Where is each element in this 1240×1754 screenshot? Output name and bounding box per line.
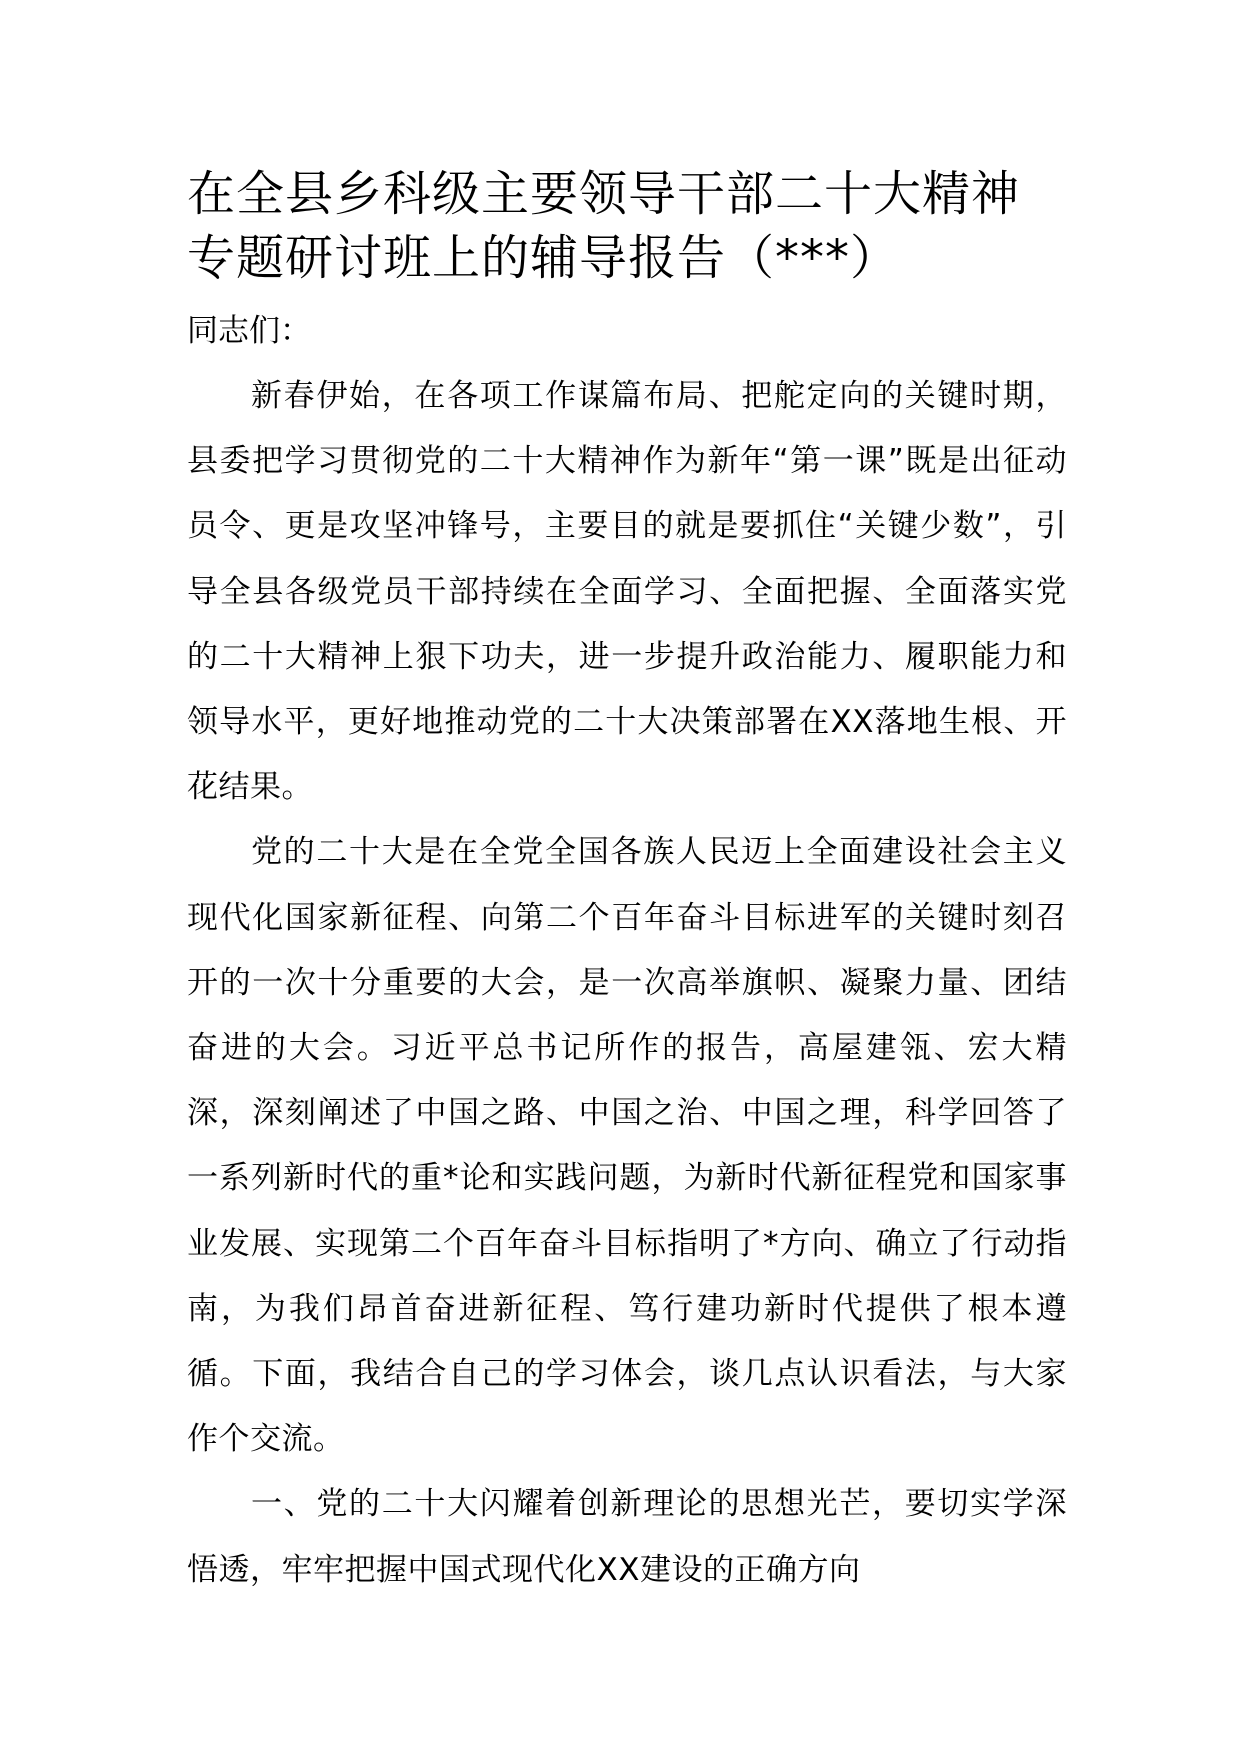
paragraph-intro: 新春伊始，在各项工作谋篇布局、把舵定向的关键时期，县委把学习贯彻党的二十大精神作为新年“第一课”既是出征动员令、更是攻坚冲锋号，主要目的就是要抓住“关键少数”，引导全县各级党员干部持续在全面学习、全面把握、全面落实党的二十大精神上狠下功夫，进一步提升政治能力、履职能力和领导水平，更好地推动党的二十大决策部署在XX落地生根、开花结果。 [187,378,1067,806]
document-title: 在全县乡科级主要领导干部二十大精神专题研讨班上的辅导报告（***） [187,166,1021,286]
document-page [187,162,1067,1603]
paragraph-background: 党的二十大是在全党全国各族人民迈上全面建设社会主义现代化国家新征程、向第二个百年奋斗目标进军的关键时刻召开的一次十分重要的大会，是一次高举旗帜、凝聚力量、团结奋进的大会。习近平总书记所作的报告，高屋建瓴、宏大精深，深刻阐述了中国之路、中国之治、中国之理，科学回答了一系列新时代的重*论和实践问题，为新时代新征程党和国家事业发展、实现第二个百年奋斗目标指明了*方向、确立了行动指南，为我们昂首奋进新征程、笃行建功新时代提供了根本遵循。下面，我结合自己的学习体会，谈几点认识看法，与大家作个交流。 [187,834,1067,1458]
salutation: 同志们： [187,313,311,349]
section-heading-1: 一、党的二十大闪耀着创新理论的思想光芒，要切实学深悟透，牢牢把握中国式现代化XX建设的正确方向 [187,1486,1067,1588]
